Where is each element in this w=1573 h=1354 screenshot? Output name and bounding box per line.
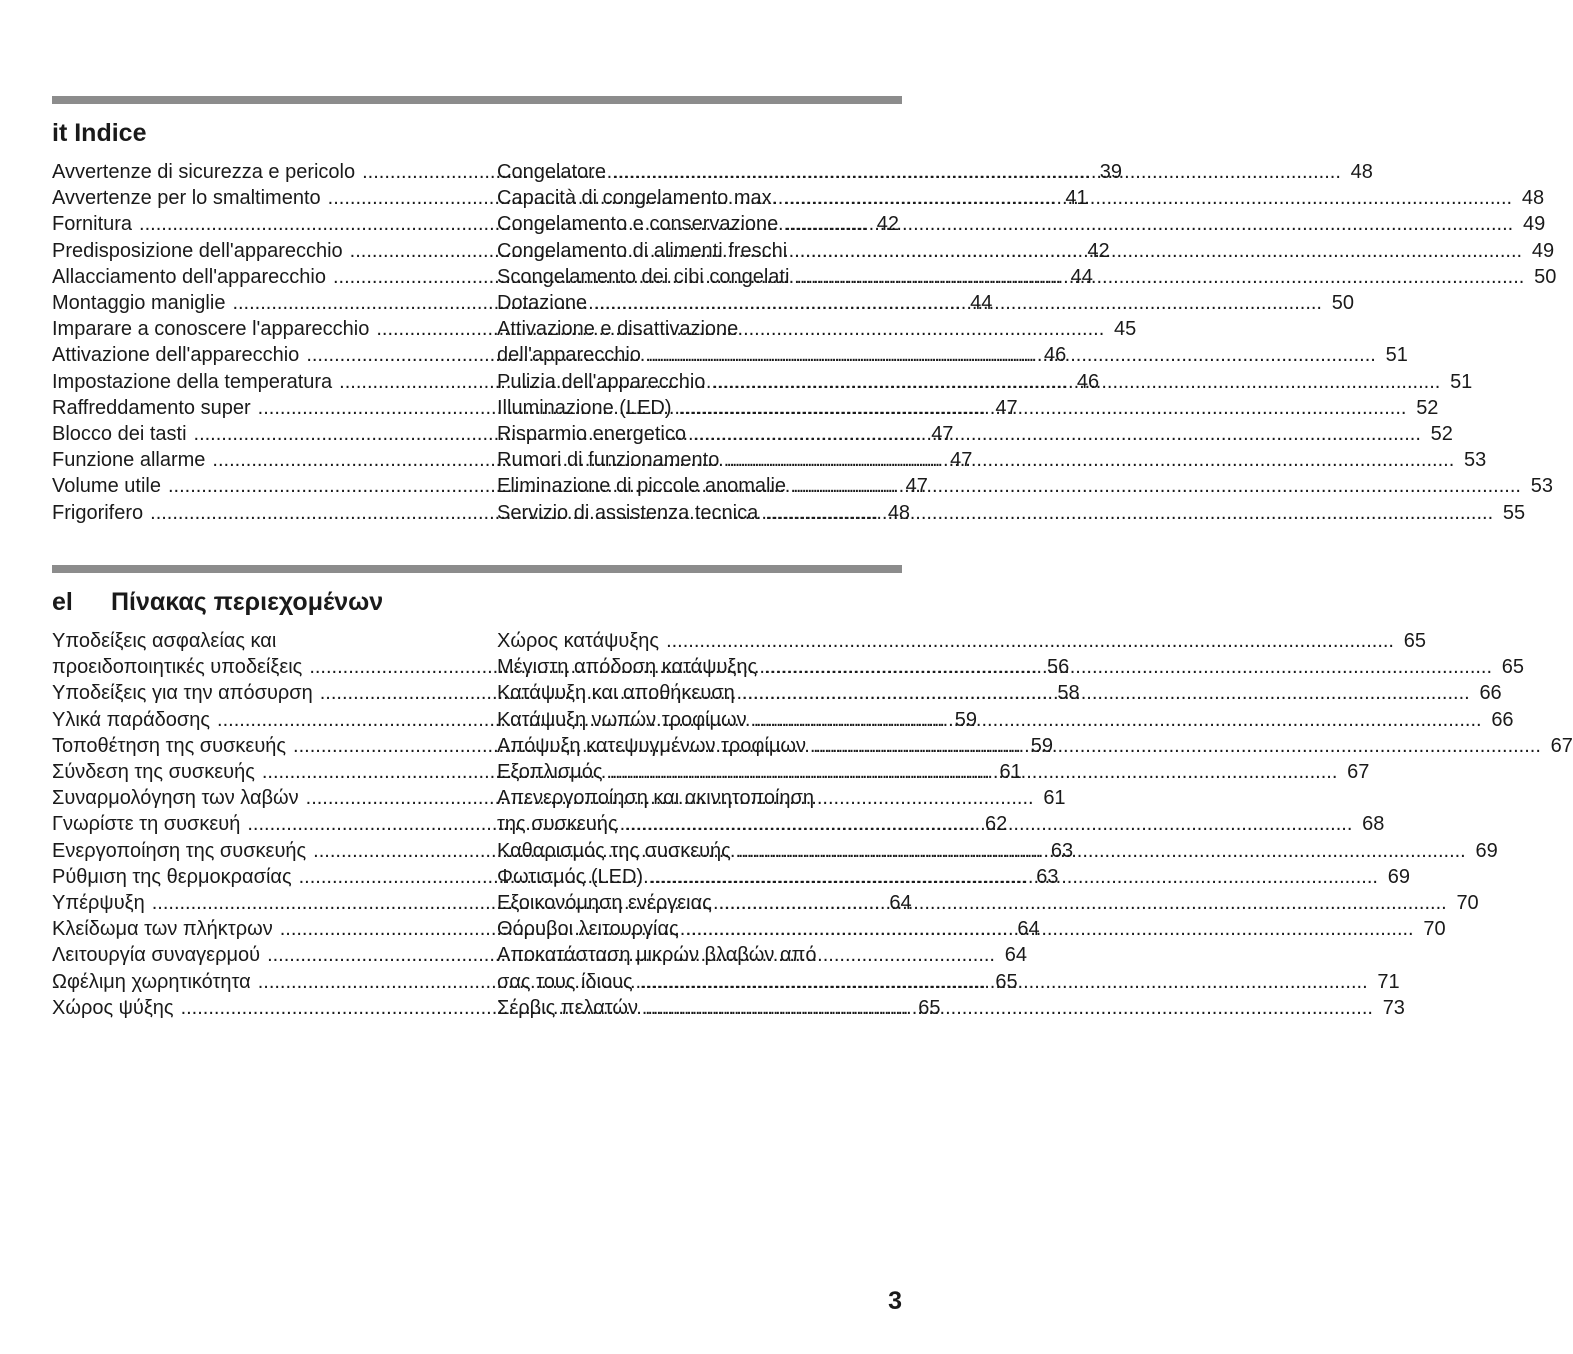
toc-entry[interactable] [52, 628, 452, 654]
dot-leader [648, 342, 1376, 368]
toc-entry-title: Εξοπλισμός [497, 761, 603, 784]
toc-entry-page: 55 [1502, 501, 1526, 524]
dot-leader [738, 838, 1466, 864]
toc-entry-title: Τοποθέτηση της συσκευής [52, 734, 287, 757]
toc-entry-title: Συναρμολόγηση των λαβών [52, 787, 299, 810]
toc-entry-page: 69 [1475, 839, 1498, 862]
toc-columns [52, 628, 1573, 1028]
dot-leader [794, 238, 1522, 264]
toc-entry[interactable] [497, 316, 897, 342]
toc-entry[interactable] [497, 211, 1546, 237]
toc-entry-page: 50 [1331, 292, 1354, 315]
toc-entry-page: 66 [1479, 682, 1502, 705]
toc-entry-title: Illuminazione (LED) [497, 396, 672, 419]
toc-columns [52, 159, 1557, 559]
toc-entry[interactable] [497, 942, 897, 968]
toc-entry-page: 48 [887, 501, 911, 524]
toc-entry-title: Congelatore [497, 161, 606, 183]
toc-entry-page: 61 [1043, 787, 1066, 810]
toc-entry-title: Υποδείξεις ασφαλείας και [52, 630, 277, 652]
toc-entry-page: 67 [1347, 761, 1370, 784]
toc-entry-title: Scongelamento dei cibi congelati [497, 265, 790, 288]
toc-entry-title: Risparmio energetico [497, 423, 686, 446]
language-code: it [52, 119, 68, 147]
section-title: Πίνακας περιεχομένων [110, 588, 384, 616]
dot-leader [765, 500, 1493, 526]
toc-entry-title: Κλείδωμα των πλήκτρων [52, 918, 273, 941]
dot-leader [813, 733, 1541, 759]
section-rule [52, 96, 902, 104]
toc-entry-page: 50 [1534, 265, 1557, 288]
toc-entry-title: Raffreddamento super [52, 396, 251, 419]
toc-section-italian [52, 96, 1557, 559]
toc-entry-page: 46 [1076, 370, 1100, 393]
toc-entry-title: Φωτισμός (LED) [497, 865, 644, 888]
dot-leader [764, 654, 1492, 680]
section-heading [52, 117, 902, 149]
toc-entry-title: Ωφέλιμη χωρητικότητα [52, 970, 251, 993]
toc-entry-title: Υπέρψυξη [52, 892, 145, 915]
dot-leader [609, 759, 1337, 785]
dot-leader [742, 680, 1470, 706]
toc-entry-page: 70 [1456, 892, 1479, 915]
toc-entry-title: Congelamento di alimenti freschi [497, 239, 788, 262]
dot-leader [793, 473, 1521, 499]
dot-leader [594, 290, 1322, 316]
toc-entry-page: 42 [876, 213, 899, 236]
toc-entry-page: 68 [1362, 813, 1385, 836]
toc-entry-page: 63 [1050, 839, 1074, 862]
dot-leader [679, 395, 1407, 421]
toc-entry-page: 56 [1046, 656, 1070, 679]
toc-entry-title: Attivazione dell'apparecchio [52, 344, 300, 367]
toc-entry-title: σας τους ίδιους [497, 970, 633, 993]
toc-entry-page: 63 [1036, 865, 1059, 888]
toc-entry-page: 41 [1065, 187, 1088, 210]
toc-entry-page: 71 [1377, 970, 1400, 993]
toc-entry-title: Εξοικονόμηση ενέργειας [497, 892, 712, 915]
toc-entry-title: Ρύθμιση της θερμοκρασίας [52, 865, 292, 888]
toc-entry-title: Pulizia dell'apparecchio [497, 370, 706, 393]
toc-entry-title: Avvertenze di sicurezza e pericolo [52, 161, 356, 183]
toc-entry-title: της συσκευής [497, 813, 618, 836]
toc-entry-page: 69 [1387, 865, 1410, 888]
toc-entry-page: 53 [1530, 475, 1553, 498]
toc-entry-title: Volume utile [52, 475, 161, 498]
toc-entry-title: Congelamento e conservazione [497, 213, 779, 236]
toc-entry-page: 65 [918, 996, 941, 1019]
toc-entry[interactable] [52, 342, 1067, 368]
toc-entry-page: 52 [1430, 423, 1453, 446]
toc-entry-page: 58 [1057, 682, 1080, 705]
toc-entry-page: 52 [1416, 396, 1439, 419]
dot-leader [784, 185, 1512, 211]
toc-entry-page: 42 [1087, 239, 1110, 262]
toc-entry-page: 73 [1382, 996, 1405, 1019]
toc-entry-title: Χώρος ψύξης [52, 996, 174, 1019]
toc-entry-page: 53 [1464, 449, 1487, 472]
toc-entry[interactable] [497, 785, 897, 811]
toc-entry-page: 39 [1099, 161, 1123, 183]
toc-entry-page: 48 [1350, 161, 1373, 183]
toc-entry-page: 47 [905, 475, 928, 498]
toc-entry-title: Κατάψυξη νωπών τροφίμων [497, 708, 747, 731]
dot-leader [719, 890, 1447, 916]
toc-entry-page: 51 [1450, 370, 1473, 393]
dot-leader [645, 995, 1373, 1021]
dot-leader [666, 628, 1394, 654]
toc-entry-page: 44 [1070, 265, 1093, 288]
toc-entry-page: 66 [1491, 708, 1514, 731]
toc-entry-title: Καθαρισμός της συσκευής [497, 839, 731, 862]
toc-entry-title: Απενεργοποίηση και ακινητοποίηση [497, 787, 814, 810]
toc-entry-title: Μέγιστη απόδοση κατάψυξης [497, 656, 758, 679]
section-heading [52, 586, 902, 618]
toc-entry-page: 47 [931, 423, 954, 446]
toc-entry-page: 65 [1403, 630, 1426, 652]
dot-leader [796, 264, 1524, 290]
toc-entry-page: 65 [1501, 656, 1525, 679]
dot-leader [726, 447, 1454, 473]
section-rule [52, 565, 902, 573]
toc-entry-title: Attivazione e disattivazione [497, 318, 739, 341]
toc-entry-title: Κατάψυξη και αποθήκευση [497, 682, 735, 705]
page-number: 3 [888, 1287, 902, 1315]
toc-entry-page: 62 [985, 813, 1008, 836]
toc-entry-page: 49 [1522, 213, 1546, 236]
section-title: Indice [74, 119, 147, 147]
dot-leader [624, 811, 1352, 837]
toc-entry-page: 59 [1030, 734, 1053, 757]
language-code: el [52, 588, 73, 616]
dot-leader [693, 421, 1421, 447]
toc-entry-title: Allacciamento dell'apparecchio [52, 265, 326, 288]
toc-entry-title: Σέρβις πελατών [497, 996, 639, 1019]
dot-leader [686, 916, 1414, 942]
dot-leader [712, 369, 1440, 395]
toc-entry-page: 65 [995, 970, 1018, 993]
toc-entry-title: Impostazione della temperatura [52, 370, 333, 393]
toc-entry-title: Funzione allarme [52, 449, 206, 472]
dot-leader [754, 707, 1482, 733]
toc-entry-page: 45 [1114, 318, 1137, 341]
toc-entry-title: Imparare a conoscere l'apparecchio [52, 318, 370, 341]
toc-entry-title: Blocco dei tasti [52, 423, 187, 446]
toc-entry-page: 64 [1004, 944, 1027, 967]
toc-entry-title: Frigorifero [52, 501, 144, 524]
toc-entry-page: 49 [1531, 239, 1555, 262]
toc-entry-title: Υλικά παράδοσης [52, 708, 211, 731]
toc-entry-title: dell'apparecchio [497, 344, 641, 367]
toc-entry-title: Σύνδεση της συσκευής [52, 761, 255, 784]
toc-entry-title: Απόψυξη κατεψυγμένων τροφίμων [497, 734, 806, 757]
toc-entry-title: Λειτουργία συναγερμού [52, 944, 261, 967]
toc-entry-page: 64 [1017, 918, 1040, 941]
dot-leader [613, 159, 1341, 185]
toc-entry-title: Eliminazione di piccole anomalie [497, 475, 787, 498]
toc-entry-page: 61 [999, 761, 1022, 784]
toc-entry-title: Predisposizione dell'apparecchio [52, 239, 343, 262]
toc-entry-title: Αποκατάσταση μικρών βλαβών από [497, 944, 817, 967]
toc-entry-title: προειδοποιητικές υποδείξεις [52, 656, 303, 679]
dot-leader [785, 211, 1513, 237]
toc-entry-page: 70 [1423, 918, 1446, 941]
toc-entry[interactable] [497, 628, 1426, 654]
toc-entry-title: Rumori di funzionamento [497, 449, 720, 472]
toc-entry-page: 47 [950, 449, 973, 472]
toc-entry-title: Fornitura [52, 213, 133, 236]
dot-leader [650, 864, 1378, 890]
toc-entry-page: 59 [954, 708, 977, 731]
toc-entry-page: 51 [1385, 344, 1408, 367]
toc-entry-page: 47 [995, 396, 1018, 419]
toc-entry-title: Avvertenze per lo smaltimento [52, 187, 321, 210]
toc-entry-title: Capacità di congelamento max. [497, 187, 778, 210]
toc-entry-page: 46 [1043, 344, 1067, 367]
dot-leader [640, 969, 1368, 995]
toc-entry-title: Servizio di assistenza tecnica [497, 501, 759, 524]
toc-entry-title: Γνωρίστε τη συσκευή [52, 813, 241, 836]
toc-entry-title: Ενεργοποίηση της συσκευής [52, 839, 307, 862]
toc-entry-title: Dotazione [497, 292, 588, 315]
toc-entry-page: 48 [1521, 187, 1545, 210]
toc-entry-title: Θόρυβοι λειτουργίας [497, 918, 679, 941]
toc-entry-title: Υποδείξεις για την απόσυρση [52, 682, 313, 705]
toc-entry-page: 44 [970, 292, 993, 315]
toc-entry-title: Montaggio maniglie [52, 292, 226, 315]
toc-entry-page: 67 [1550, 734, 1573, 757]
toc-section-greek [52, 565, 1573, 1028]
toc-entry-page: 64 [889, 892, 912, 915]
toc-entry-title: Χώρος κατάψυξης [497, 630, 660, 652]
